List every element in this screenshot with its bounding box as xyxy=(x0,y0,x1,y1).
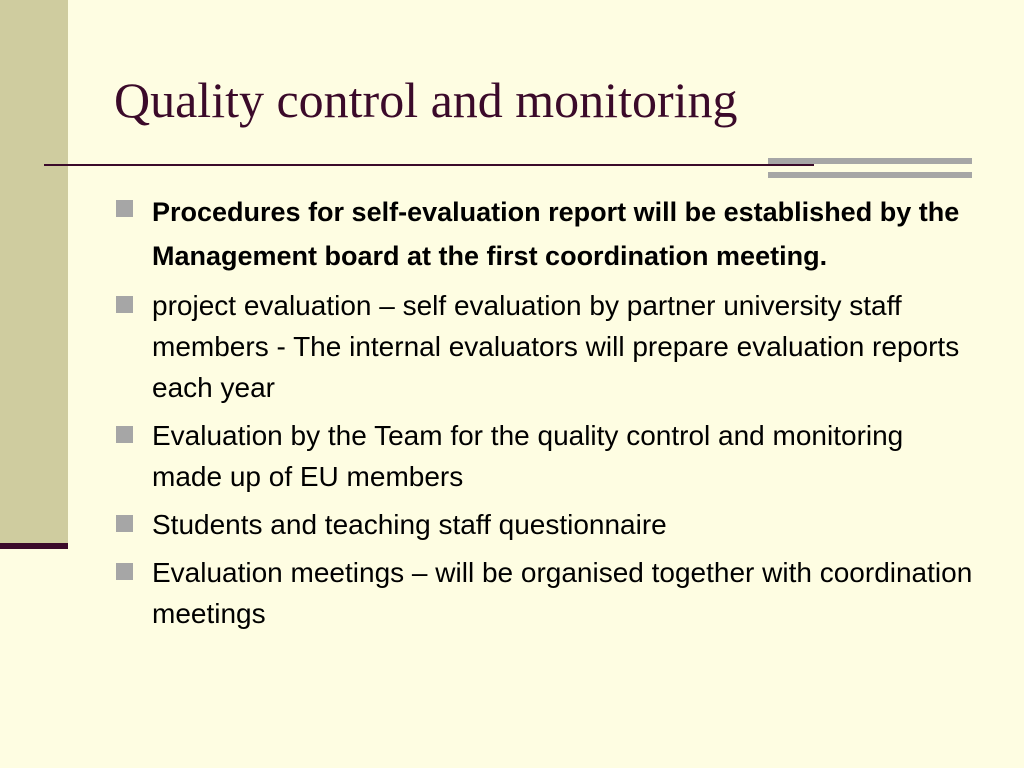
bullet-text: Evaluation by the Team for the quality control and monitoring made up of EU members xyxy=(152,420,904,492)
bullet-list xyxy=(116,190,976,641)
decorative-bar-bottom xyxy=(768,172,972,178)
square-bullet-icon xyxy=(116,200,133,217)
square-bullet-icon xyxy=(116,563,133,580)
bullet-item xyxy=(116,415,976,497)
bullet-item xyxy=(116,552,976,634)
bullet-text: Students and teaching staff questionnaire xyxy=(152,509,667,540)
bullet-text: project evaluation – self evaluation by partner university staff members - The internal evaluators will prepare evaluation reports each year xyxy=(152,290,960,403)
slide-title: Quality control and monitoring xyxy=(114,72,738,128)
square-bullet-icon xyxy=(116,515,133,532)
side-band xyxy=(0,0,68,543)
title-divider xyxy=(44,164,814,166)
square-bullet-icon xyxy=(116,296,133,313)
bullet-text: Evaluation meetings – will be organised together with coordination meetings xyxy=(152,557,973,629)
side-accent-bar xyxy=(0,543,68,549)
bullet-text: Procedures for self-evaluation report will be established by the Management board at the first coordination meeting. xyxy=(152,197,960,271)
bullet-item xyxy=(116,190,976,278)
decorative-bar-top xyxy=(768,158,972,164)
bullet-item xyxy=(116,285,976,408)
square-bullet-icon xyxy=(116,426,133,443)
bullet-item xyxy=(116,504,976,545)
